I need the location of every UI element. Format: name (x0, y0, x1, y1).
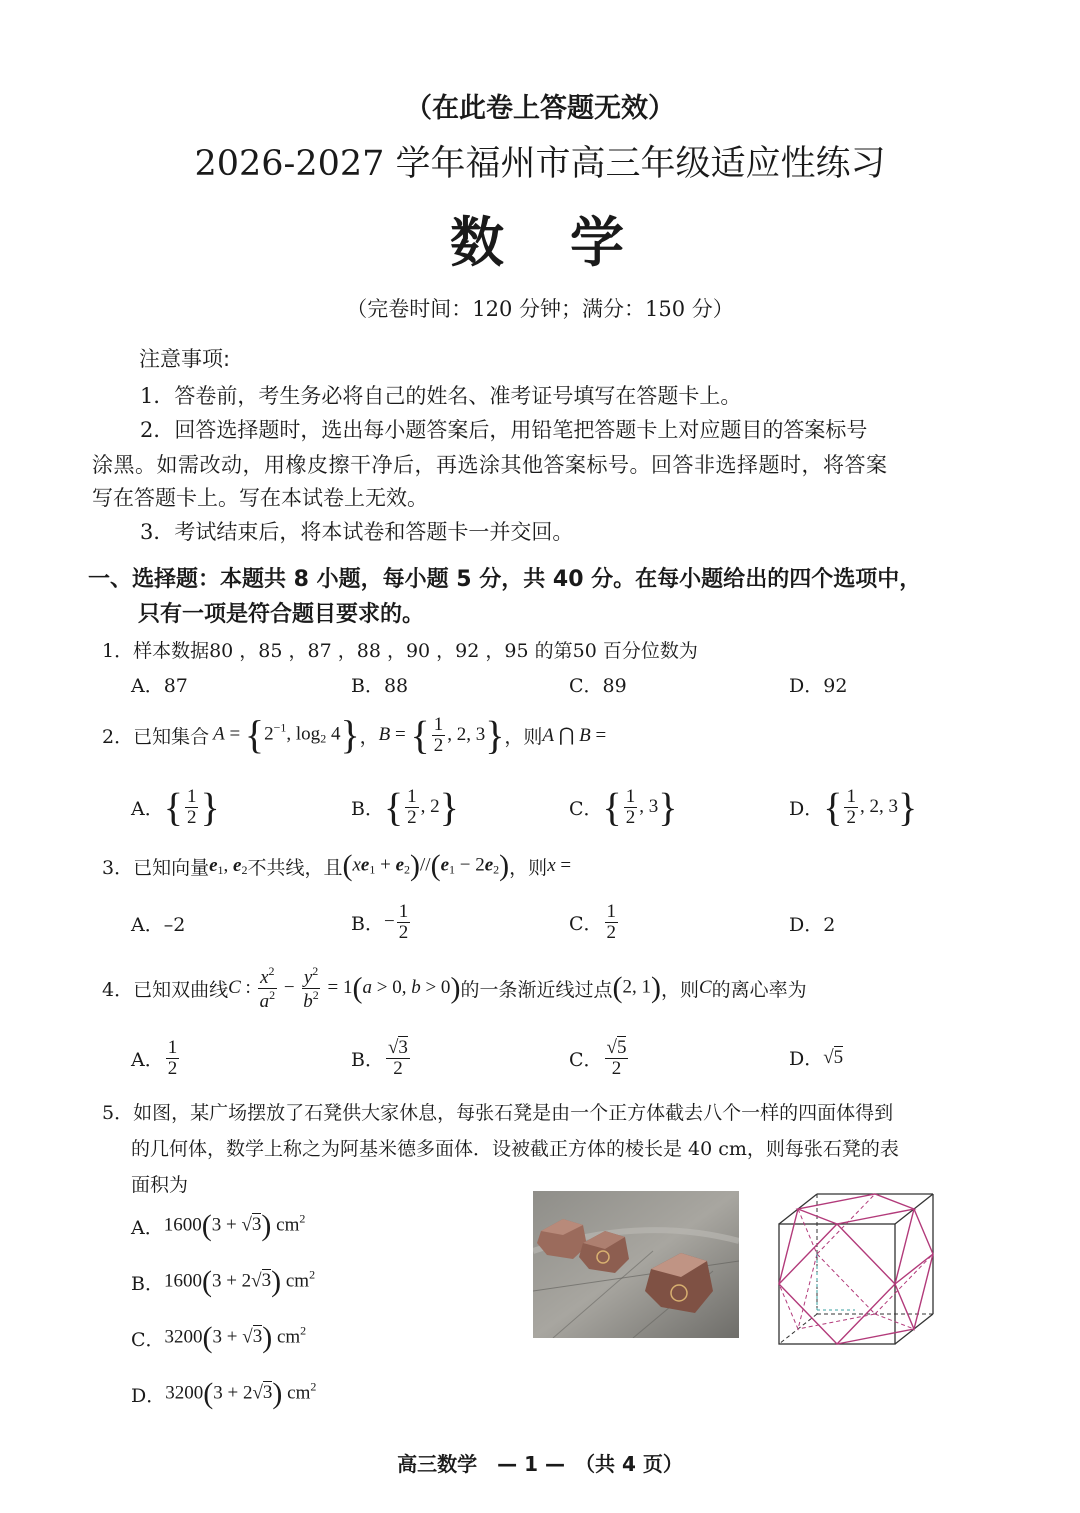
instruction-2-end: 写在答题卡上。写在本试卷上无效。 (92, 486, 428, 510)
exam-title: 2026-2027 学年福州市高三年级适应性练习 (194, 144, 886, 184)
q3-option-a: A．–2 (131, 914, 186, 936)
page-footer: 高三数学 — 1 — （共 4 页） (397, 1452, 683, 1476)
q4-option-a-label: A． (131, 1048, 164, 1071)
question-2-stem: 2．已知集合 $A = \{2^{-1}$, $\log_2 4$} ， B = { $\frac{1}{2}$ , 2, 3} ，则 A ⋂ B = (102, 712, 607, 757)
question-5-stem-end: 面积为 (131, 1174, 189, 1196)
cut-edges (779, 1194, 933, 1344)
q2-option-d-label: D． (789, 797, 824, 820)
q5-option-d-label: D． (131, 1384, 166, 1407)
cube-hidden-edges (779, 1194, 933, 1344)
q1-option-b: B．88 (351, 675, 409, 697)
q1-option-c: C．89 (569, 675, 627, 697)
q2-text: 2．已知集合 (102, 725, 210, 748)
q4-option-c: C． $\frac{√5}{2}$ (569, 1036, 627, 1079)
q5-option-a-label: A． (131, 1216, 164, 1239)
q2-text-mid: ，则 (504, 725, 543, 748)
q3-option-d: D．2 (789, 914, 836, 936)
section-heading: 一、选择题：本题共 8 小题，每小题 5 分，共 40 分。在每小题给出的四个选项中， (88, 567, 922, 592)
question-5-stem-cont: 的几何体，数学上称之为阿基米德多面体．设被截正方体的棱长是 40 cm，则每张石凳的表 (131, 1138, 899, 1160)
invalid-notice: （在此卷上答题无效） (405, 93, 675, 124)
q3-option-b-label: B． (351, 912, 384, 935)
q2-option-a-label: A． (131, 797, 164, 820)
q4-option-a: A． $\frac{1}{2}$ (131, 1036, 178, 1079)
q3-option-c-label: C． (569, 912, 603, 935)
q2-option-b: B． { $\frac{1}{2}$ , 2} (351, 784, 459, 829)
question-1-stem: 1．样本数据80 ，85 ，87 ，88 ，90 ，92 ，95 的第50 百分位数为 (102, 640, 698, 662)
q2-option-d: D． { $\frac{1}{2}$ , 2, 3} (789, 784, 918, 829)
q5-option-b-label: B． (131, 1272, 164, 1295)
q5-option-c: C． 3200(3 + √3) $cm^2$ (131, 1321, 307, 1354)
q3-text-end: ，则 (509, 856, 548, 879)
q4-text-mid: 的一条渐近线过点 (460, 978, 613, 1001)
question-4-stem: 4．已知双曲线 C : $\frac{x^2}{a^2}$ − $\frac{y^2}{b^2}$ = 1(a > 0, b > 0) 的一条渐近线过点 (2, 1) ，则 C 的离心率为 (102, 963, 807, 1012)
subject-title: 数 学 (450, 210, 630, 274)
q1-option-a: A．87 (131, 675, 188, 697)
section-heading-cont: 只有一项是符合题目要求的。 (138, 602, 425, 627)
instructions-heading: 注意事项: (139, 347, 231, 371)
q3-option-c: C． $\frac{1}{2}$ (569, 900, 617, 943)
q4-option-c-label: C． (569, 1048, 603, 1071)
q5-option-d: D． 3200(3 + 2√3) $cm^2$ (131, 1377, 317, 1410)
q4-option-d: D． √5 (789, 1044, 843, 1071)
q2-option-c-label: C． (569, 797, 603, 820)
instruction-3: 3．考试结束后，将本试卷和答题卡一并交回。 (140, 520, 574, 544)
q4-option-d-label: D． (789, 1048, 824, 1070)
question-3-stem: 3．已知向量 $e_1$, $e_2$ 不共线，且 $(xe_1 + e_2)//(e_1 - 2e_2)$ ，则 x = (102, 849, 572, 882)
q5-option-c-label: C． (131, 1328, 165, 1351)
instruction-2-cont: 涂黑。如需改动，用橡皮擦干净后，再选涂其他答案标号。回答非选择题时，将答案 (92, 453, 888, 477)
q4-text: 4．已知双曲线 (102, 978, 229, 1001)
instruction-2: 2．回答选择题时，选出每小题答案后，用铅笔把答题卡上对应题目的答案标号 (140, 418, 868, 442)
archimedean-solid-diagram (775, 1190, 937, 1348)
q4-text-end: ，则 (660, 978, 699, 1001)
q4-option-b: B． $\frac{√3}{2}$ (351, 1036, 408, 1079)
q3-text-mid: 不共线，且 (247, 856, 343, 879)
cube-outline (779, 1194, 933, 1344)
q3-option-b: B． − $\frac{1}{2}$ (351, 900, 409, 943)
auxiliary-lines (817, 1254, 855, 1310)
q3-text: 3．已知向量 (102, 856, 210, 879)
q2-option-a: A． { $\frac{1}{2}$ } (131, 784, 220, 829)
q4-text-tail: 的离心率为 (711, 978, 807, 1001)
instruction-1: 1．答卷前，考生务必将自己的姓名、准考证号填写在答题卡上。 (140, 384, 742, 408)
question-5-stem: 5．如图，某广场摆放了石凳供大家休息，每张石凳是由一个正方体截去八个一样的四面体得到 (102, 1102, 894, 1124)
q2-option-b-label: B． (351, 797, 384, 820)
exam-time-info: （完卷时间：120 分钟；满分：150 分） (346, 297, 734, 321)
q5-option-b: B． 1600(3 + 2√3) $cm^2$ (131, 1265, 316, 1298)
q4-option-b-label: B． (351, 1048, 384, 1071)
stone-bench-photo (533, 1191, 739, 1338)
q5-option-a: A． 1600(3 + √3) $cm^2$ (131, 1209, 306, 1242)
q2-option-c: C． { $\frac{1}{2}$ , 3} (569, 784, 678, 829)
q1-option-d: D．92 (789, 675, 848, 697)
